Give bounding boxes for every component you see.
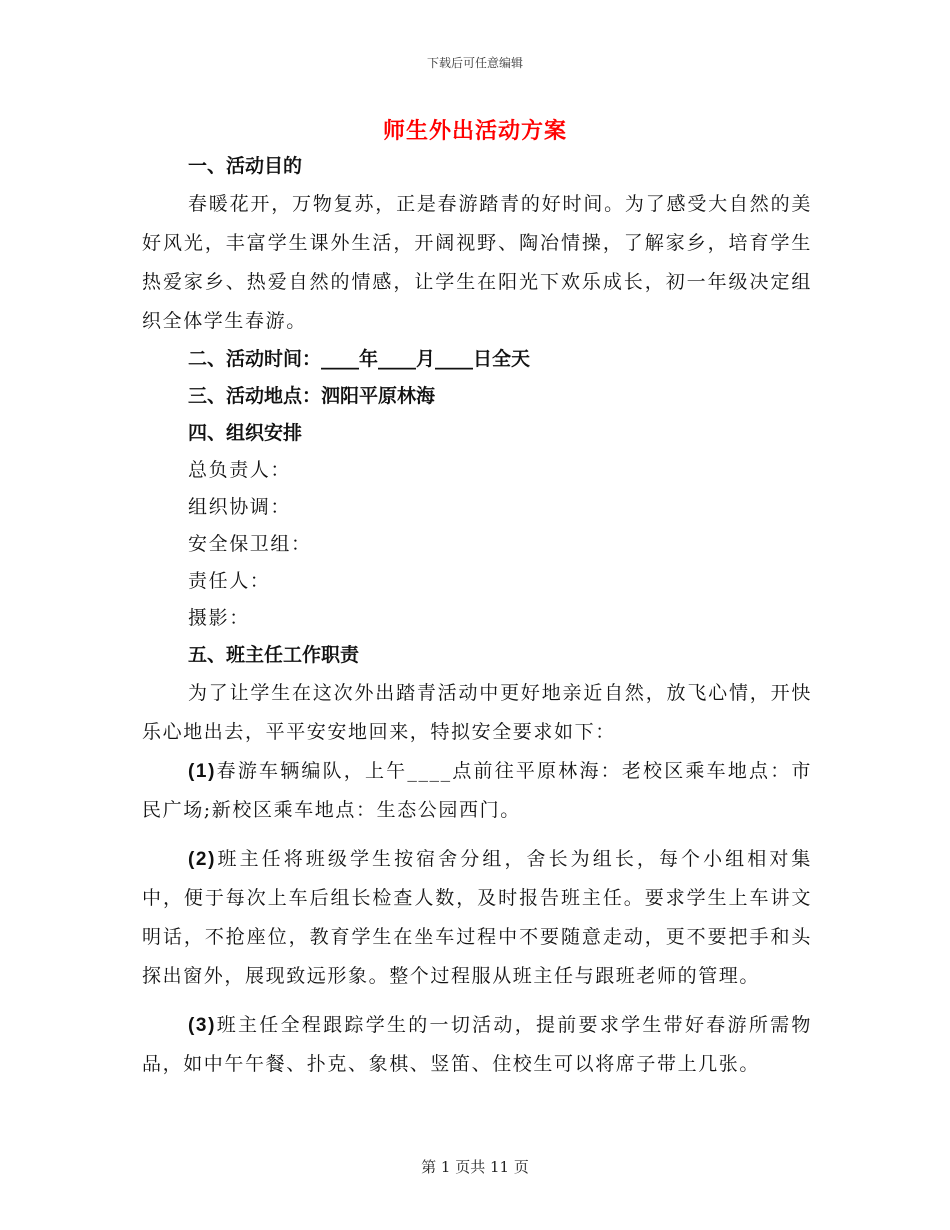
- section-heading-organization: 四、组织安排: [188, 422, 303, 444]
- page-footer: 第 1 页共 11 页: [421, 1158, 529, 1176]
- section-heading-duties: 五、班主任工作职责: [188, 644, 360, 666]
- section-heading-purpose: 一、活动目的: [188, 155, 303, 177]
- document-body: [142, 148, 812, 1084]
- duty-item: [142, 752, 812, 830]
- role-chief: 总负责人：: [188, 459, 292, 481]
- role-security: 安全保卫组：: [188, 533, 312, 555]
- section-heading-time: 二、活动时间：____年____月____日全天: [188, 348, 531, 370]
- duty-text: 班主任全程跟踪学生的一切活动，提前要求学生带好春游所需物品，如中午午餐、扑克、象棋、竖笛、住校生可以将席子带上几张。: [142, 1014, 812, 1075]
- section-heading-location: 三、活动地点：泗阳平原林海: [188, 385, 436, 407]
- duty-number: (1): [188, 761, 217, 782]
- duty-item: [142, 840, 812, 996]
- duty-text: 春游车辆编队，上午____点前往平原林海：老校区乘车地点：市民广场;新校区乘车地点：生态公园西门。: [142, 760, 812, 821]
- purpose-paragraph: 春暖花开，万物复苏，正是春游踏青的好时间。为了感受大自然的美好风光，丰富学生课外生活，开阔视野、陶冶情操，了解家乡，培育学生热爱家乡、热爱自然的情感，让学生在阳光下欢乐成长，初一年级决定组织全体学生春游。: [142, 193, 812, 332]
- page-header: 下载后可任意编辑: [426, 56, 523, 70]
- duty-text: 班主任将班级学生按宿舍分组，舍长为组长，每个小组相对集中，便于每次上车后组长检查人数，及时报告班主任。要求学生上车讲文明话，不抢座位，教育学生在坐车过程中不要随意走动，更不要把手和头探出窗外，展现致远形象。整个过程服从班主任与跟班老师的管理。: [142, 848, 812, 987]
- role-responsible: 责任人：: [188, 570, 271, 592]
- duty-item: [142, 1006, 812, 1084]
- document-title: 师生外出活动方案: [382, 118, 567, 144]
- role-photography: 摄影：: [188, 607, 250, 629]
- duties-intro: 为了让学生在这次外出踏青活动中更好地亲近自然，放飞心情，开快乐心地出去，平平安安地回来，特拟安全要求如下：: [142, 682, 812, 743]
- role-coordination: 组织协调：: [188, 496, 292, 518]
- duty-number: (3): [188, 1015, 217, 1036]
- duty-number: (2): [188, 849, 217, 870]
